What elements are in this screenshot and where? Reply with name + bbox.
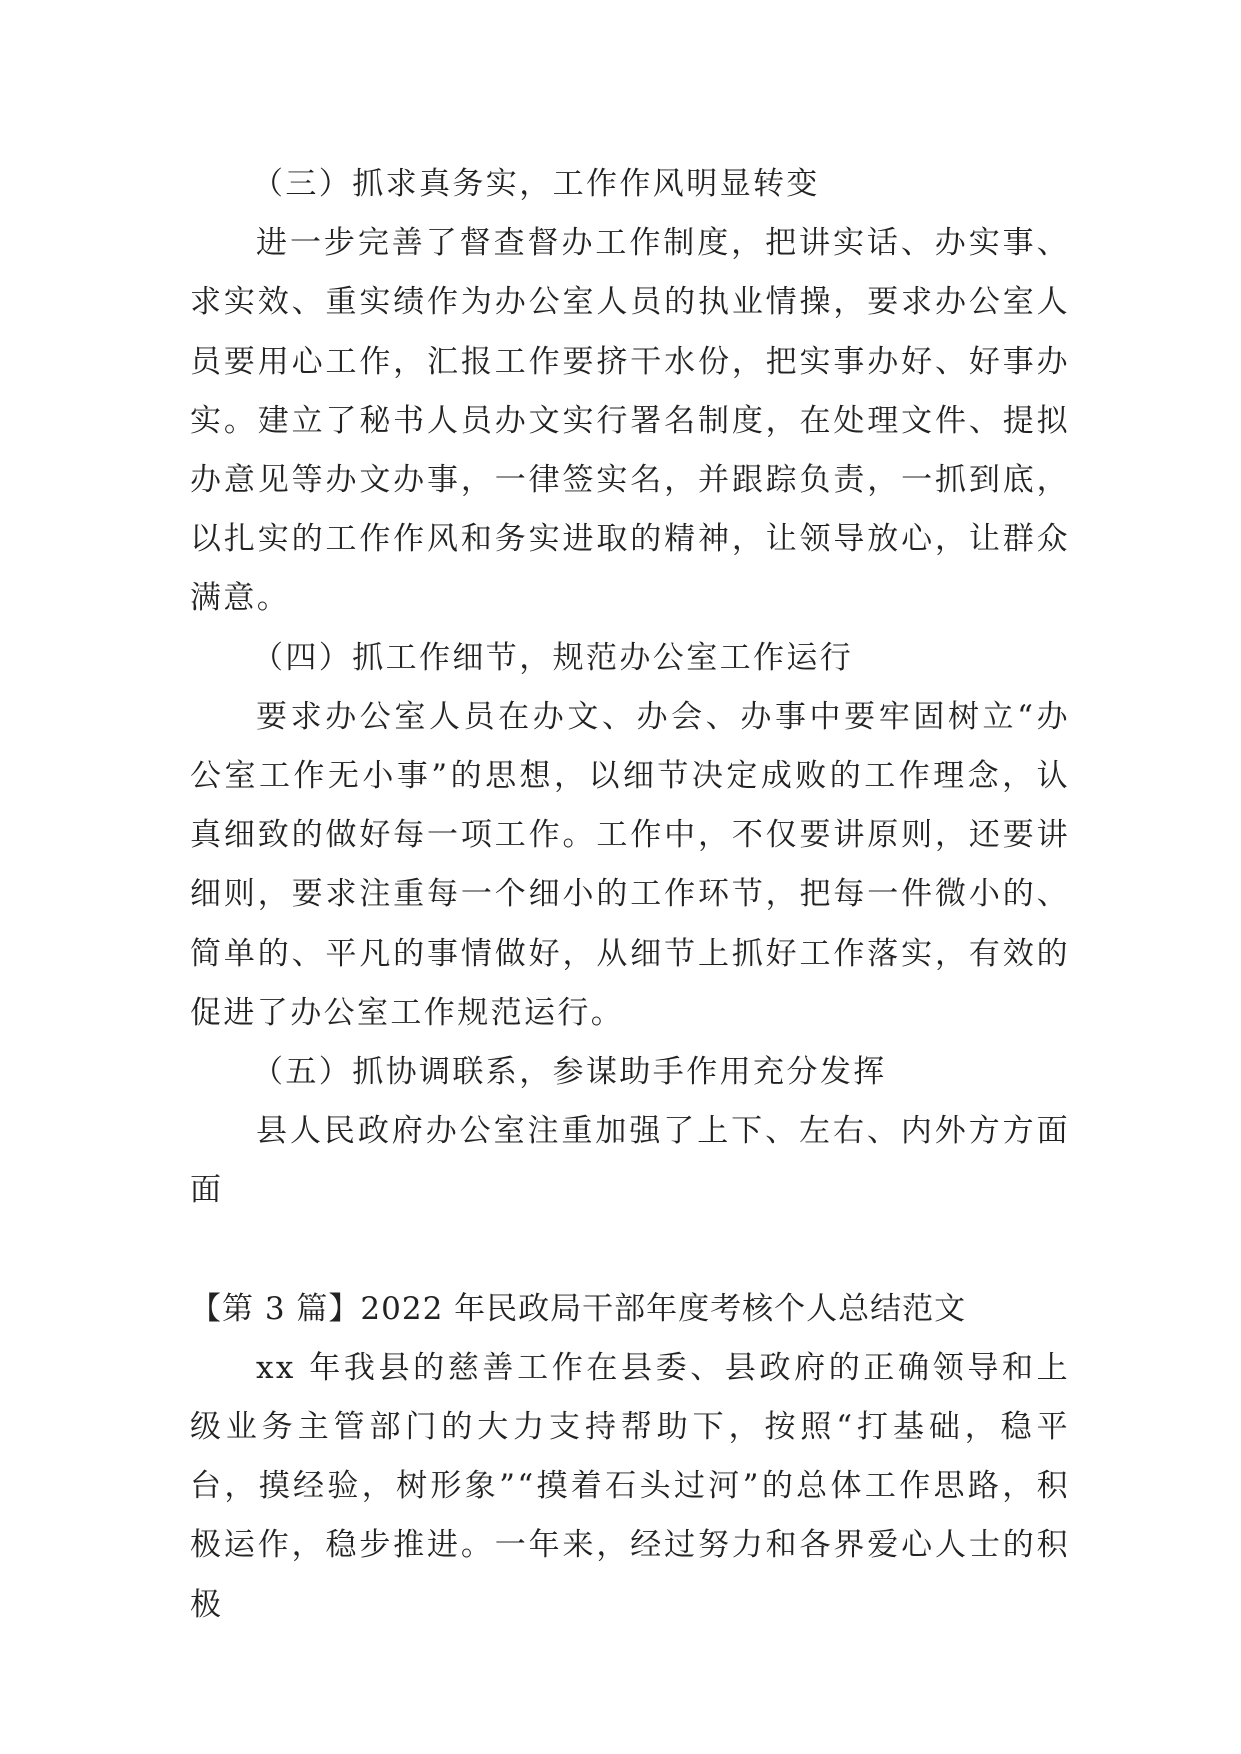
section-paragraph-5: 县人民政府办公室注重加强了上下、左右、内外方方面面 xyxy=(190,1113,1070,1209)
section-heading-3: （三）抓求真务实，工作作风明显转变 xyxy=(252,166,820,202)
article-title: 【第 3 篇】2022 年民政局干部年度考核个人总结范文 xyxy=(190,1290,967,1327)
section-heading-5: （五）抓协调联系，参谋助手作用充分发挥 xyxy=(252,1054,887,1091)
section-paragraph-3: 进一步完善了督查督办工作制度，把讲实话、办实事、求实效、重实绩作为办公室人员的执业情操，要求办公室人员要用心工作，汇报工作要挤干水份，把实事办好、好事办实。建立了秘书人员办文实行署名制度，在处理文件、提拟办意见等办文办事，一律签实名，并跟踪负责，一抓到底，以扎实的工作作风和务实进取的精神，让领导放心，让群众满意。 xyxy=(190,225,1070,617)
section-heading-4: （四）抓工作细节，规范办公室工作运行 xyxy=(252,639,854,676)
paragraph-gap xyxy=(190,1221,1070,1280)
document-body xyxy=(190,155,1070,1635)
article-paragraph: xx 年我县的慈善工作在县委、县政府的正确领导和上级业务主管部门的大力支持帮助下，按照“打基础，稳平台，摸经验，树形象”“摸着石头过河”的总体工作思路，积极运作，稳步推进。一年来，经过努力和各界爱心人士的积极 xyxy=(190,1349,1070,1623)
section-paragraph-4: 要求办公室人员在办文、办会、办事中要牢固树立“办公室工作无小事”的思想，以细节决定成败的工作理念，认真细致的做好每一项工作。工作中，不仅要讲原则，还要讲细则，要求注重每一个细小的工作环节，把每一件微小的、简单的、平凡的事情做好，从细节上抓好工作落实，有效的促进了办公室工作规范运行。 xyxy=(190,698,1070,1031)
